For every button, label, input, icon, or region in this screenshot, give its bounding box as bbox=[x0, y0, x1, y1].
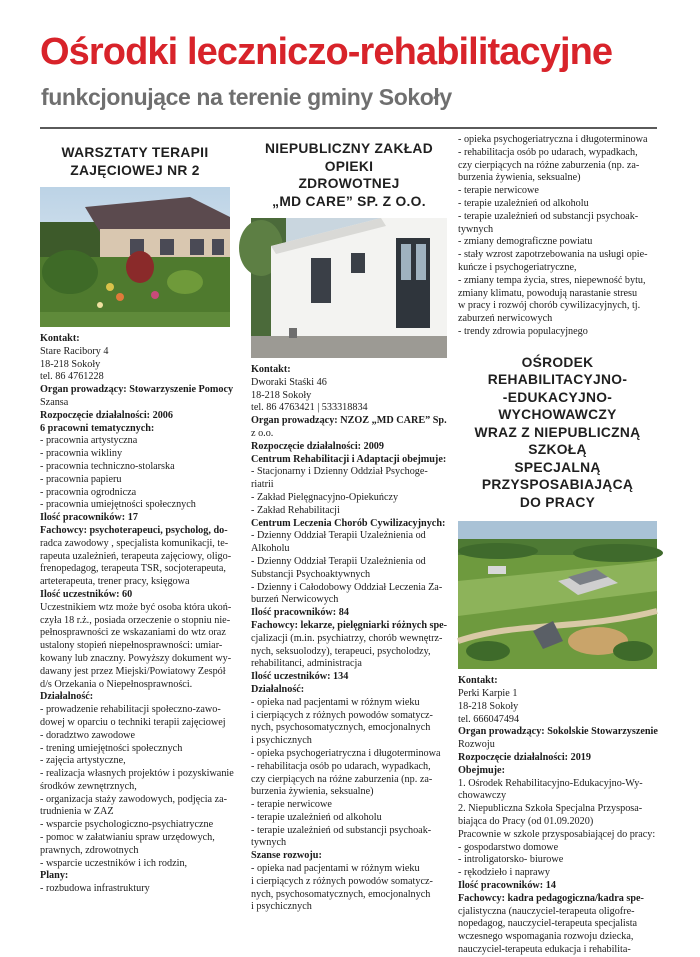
text-line: tel. 666047494 bbox=[458, 713, 520, 725]
title-divider bbox=[40, 127, 657, 129]
text-line: - stały wzrost zapotrzebowania na usługi opie- bbox=[458, 249, 648, 261]
text-line: - doradztwo zawodowe bbox=[40, 729, 136, 741]
text-line: dawany jest przez Miejski/Powiatowy Zespół bbox=[40, 665, 226, 677]
text-line: - pracownia techniczno-stolarska bbox=[40, 460, 175, 472]
text-line: cjalistyczna (nauczyciel-terapeuta oligofre- bbox=[458, 905, 635, 917]
text-line: 18-218 Sokoły bbox=[251, 389, 312, 401]
text-line: radca zawodowy , specjalista komunikacji, te- bbox=[40, 537, 229, 549]
text-line: - prowadzenie rehabilitacji społeczno-zawo- bbox=[40, 704, 221, 716]
text-line: - gospodarstwo domowe bbox=[458, 841, 559, 853]
text-line: kowany lub znaczny. Powyższy dokument wy- bbox=[40, 652, 232, 664]
heading-line: DO PRACY bbox=[519, 494, 596, 510]
text-line: 1. Ośrodek Rehabilitacyjno-Edukacyjno-Wy- bbox=[458, 777, 643, 789]
text-line: - Dzienny i Całodobowy Oddział Leczenia Za- bbox=[251, 581, 443, 593]
details-md-care bbox=[251, 364, 447, 914]
text-line: riatrii bbox=[251, 479, 274, 491]
text-line: chowawczy bbox=[458, 790, 507, 802]
text-line: wczesnego wspomagania rozwoju dziecka, bbox=[458, 931, 634, 943]
text-line: - trendy zdrowia populacyjnego bbox=[458, 325, 588, 337]
text-line: Uczestnikiem wtz może być osoba która ukoń- bbox=[40, 601, 232, 613]
text-line: trudnienia w ZAZ bbox=[40, 806, 114, 818]
text-line: Dworaki Staśki 46 bbox=[251, 376, 327, 388]
text-line: - terapie uzależnień od substancji psychoak- bbox=[251, 824, 432, 836]
text-line: Obejmuje: bbox=[458, 764, 505, 776]
text-line: - rehabilitacja osób po udarach, wypadkach, bbox=[251, 760, 431, 772]
text-line: Szansa bbox=[40, 396, 69, 408]
text-line: nych, seksuolodzy), terapeuci, psycholodzy, bbox=[251, 645, 431, 657]
text-line: czy cierpiących na różne zaburzenia (np. za- bbox=[251, 773, 433, 785]
text-line: - pracownia ogrodnicza bbox=[40, 486, 137, 498]
text-line: - opieka nad pacjentami w różnym wieku bbox=[251, 696, 420, 708]
text-line: - opieka nad pacjentami w różnym wieku bbox=[251, 863, 420, 875]
text-line: Substancji Psychoaktywnych bbox=[251, 568, 371, 580]
text-line: Kontakt: bbox=[251, 364, 291, 375]
text-line: - Stacjonarny i Dzienny Oddział Psychoge- bbox=[251, 466, 428, 478]
heading-line: „MD CARE” SP. Z O.O. bbox=[272, 193, 426, 209]
text-line: - zajęcia artystyczne, bbox=[40, 755, 126, 767]
details-warsztaty bbox=[40, 333, 234, 896]
text-line: środków zewnętrznych, bbox=[40, 780, 137, 792]
page-title: Ośrodki leczniczo-rehabilitacyjne bbox=[40, 31, 613, 73]
heading-line: NIEPUBLICZNY ZAKŁAD OPIEKI bbox=[265, 141, 433, 174]
text-line: Organ prowadzący: Sokolskie Stowarzyszenie bbox=[458, 726, 658, 738]
text-line: - Dzienny Oddział Terapii Uzależnienia od bbox=[251, 530, 426, 542]
text-line: Plany: bbox=[40, 870, 69, 882]
text-line: rehabilitanci, administracja bbox=[251, 658, 362, 670]
text-line: Kontakt: bbox=[40, 333, 80, 344]
photo-warsztaty-building bbox=[40, 187, 230, 327]
text-line: ustalony stopień niepełnosprawności: umiar- bbox=[40, 640, 223, 652]
text-line: 2. Niepubliczna Szkoła Specjalna Przysposa- bbox=[458, 803, 643, 815]
text-line: - pracownia papieru bbox=[40, 473, 122, 485]
text-line: nych, psychosomatycznych, emocjonalnych bbox=[251, 722, 431, 734]
text-line: Pracownie w szkole przysposabiającej do pracy: bbox=[458, 828, 656, 840]
text-line: Fachowcy: lekarze, pielęgniarki różnych spe- bbox=[251, 619, 448, 631]
text-line: - trening umiejętności społecznych bbox=[40, 742, 183, 754]
text-line: - terapie nerwicowe bbox=[251, 799, 332, 811]
heading-line: WRAZ Z NIEPUBLICZNĄ SZKOŁĄ bbox=[474, 424, 641, 458]
photo-osrodek-aerial bbox=[458, 521, 657, 669]
text-line: pełnosprawności ze wskazaniami do wtz oraz bbox=[40, 627, 226, 639]
text-line: tywnych bbox=[251, 837, 287, 849]
text-line: nauczyciel-terapeuta edukacja i rehabilita- bbox=[458, 943, 631, 955]
section-heading-md-care bbox=[251, 140, 447, 210]
text-line: 6 pracowni tematycznych: bbox=[40, 422, 155, 434]
photo-md-care-building bbox=[251, 218, 447, 358]
text-line: Organ prowadzący: Stowarzyszenie Pomocy bbox=[40, 384, 234, 396]
text-line: - zmiany tempa życia, stres, niepewność bytu, bbox=[458, 274, 646, 286]
text-line: Ilość pracowników: 84 bbox=[251, 607, 349, 619]
text-line: i cierpiących z różnych powodów somatycz- bbox=[251, 875, 433, 887]
text-line: 18-218 Sokoły bbox=[458, 700, 519, 712]
text-line: nych, psychosomatycznych, emocjonalnych bbox=[251, 888, 431, 900]
text-line: Rozwoju bbox=[458, 739, 495, 751]
text-line: Centrum Leczenia Chorób Cywilizacyjnych: bbox=[251, 517, 446, 529]
text-line: nopedagog, nauczyciel-terapeuta specjalista bbox=[458, 918, 638, 930]
text-line: Ilość uczestników: 60 bbox=[40, 588, 133, 600]
text-line: - terapie uzależnień od alkoholu bbox=[251, 811, 382, 823]
text-line: dowej w oparciu o techniki terapii zajęciowej bbox=[40, 716, 226, 728]
text-line: - Dzienny Oddział Terapii Uzależnienia od bbox=[251, 555, 426, 567]
text-line: Rozpoczęcie działalności: 2019 bbox=[458, 752, 591, 764]
text-line: - rękodzieło i naprawy bbox=[458, 867, 550, 879]
heading-line: SPECJALNĄ PRZYSPOSABIAJĄCĄ bbox=[481, 459, 634, 493]
text-line: - pracownia artystyczna bbox=[40, 435, 138, 447]
text-line: d/s Orzekania o Niepełnosprawności. bbox=[40, 678, 193, 690]
text-line: z o.o. bbox=[251, 427, 274, 439]
text-line: - opieka psychogeriatryczna i długoterminowa bbox=[251, 747, 441, 759]
text-line: - wsparcie psychologiczno-psychiatryczne bbox=[40, 819, 214, 831]
text-line: - Zakład Rehabilitacji bbox=[251, 504, 340, 516]
text-line: 18-218 Sokoły bbox=[40, 358, 101, 370]
text-line: tywnych bbox=[458, 223, 494, 235]
text-line: i cierpiących z różnych powodów somatycz- bbox=[251, 709, 433, 721]
heading-line: ZDROWOTNEJ bbox=[298, 176, 400, 191]
text-line: arteterapeuta, trener pracy, księgowa bbox=[40, 576, 190, 588]
text-line: - introligatorsko- biurowe bbox=[458, 854, 564, 866]
text-line: i psychicznych bbox=[251, 901, 312, 913]
text-line: czy cierpiących na różne zaburzenia (np. za- bbox=[458, 159, 640, 171]
text-line: - rehabilitacja osób po udarach, wypadkach, bbox=[458, 146, 638, 158]
text-line: Centrum Rehabilitacji i Adaptacji obejmuje: bbox=[251, 453, 447, 465]
page-subtitle: funkcjonujące na terenie gminy Sokoły bbox=[41, 84, 452, 110]
heading-line: -EDUKACYJNO-WYCHOWAWCZY bbox=[498, 389, 617, 423]
text-line: Fachowcy: kadra pedagogiczna/kadra spe- bbox=[458, 892, 644, 904]
text-line: Ilość uczestników: 134 bbox=[251, 671, 349, 683]
text-line: Perki Karpie 1 bbox=[458, 688, 518, 700]
text-line: w pracy i rozwój chorób cywilizacyjnych, tj. bbox=[458, 300, 641, 312]
text-line: Organ prowadzący: NZOZ „MD CARE” Sp. bbox=[251, 415, 447, 427]
text-line: Szanse rozwoju: bbox=[251, 850, 322, 862]
text-line: Działalność: bbox=[251, 683, 305, 695]
text-line: burzeń Nerwicowych bbox=[251, 594, 339, 606]
text-line: - wsparcie uczestników i ich rodzin, bbox=[40, 857, 188, 869]
text-line: prawnych, zdrowotnych bbox=[40, 844, 139, 856]
text-line: frenopedagog, terapeuta TSR, socjoterapeuta, bbox=[40, 563, 226, 575]
text-line: Alkoholu bbox=[251, 543, 290, 555]
text-line: burzenia żywienia, seksualne) bbox=[458, 172, 581, 184]
text-line: i psychicznych bbox=[251, 735, 312, 747]
text-line: rapeuta uzależnień, terapeuta zajęciowy, oligo- bbox=[40, 550, 232, 562]
text-line: cjalizacji (m.in. psychiatrzy, chorób wewnętrz- bbox=[251, 632, 443, 644]
text-line: - opieka psychogeriatryczna i długoterminowa bbox=[458, 134, 648, 145]
column-md-care bbox=[251, 140, 447, 940]
text-line: Stare Racibory 4 bbox=[40, 345, 109, 357]
heading-line: WARSZTATY TERAPII bbox=[61, 145, 209, 160]
column-osrodek bbox=[458, 134, 658, 955]
text-line: Rozpoczęcie działalności: 2006 bbox=[40, 409, 173, 421]
text-line: - pracownia wikliny bbox=[40, 448, 123, 460]
text-line: - zmiany demograficzne powiatu bbox=[458, 236, 593, 248]
text-line: - organizacja staży zawodowych, podjęcia za- bbox=[40, 793, 228, 805]
heading-line: ZAJĘCIOWEJ NR 2 bbox=[70, 162, 200, 178]
text-line: - terapie uzależnień od substancji psychoak- bbox=[458, 210, 639, 222]
text-line: Działalność: bbox=[40, 691, 94, 703]
text-line: - pomoc w załatwianiu spraw urzędowych, bbox=[40, 832, 215, 844]
section-heading-osrodek bbox=[458, 354, 657, 512]
text-line: - rozbudowa infrastruktury bbox=[40, 883, 150, 895]
text-line: Rozpoczęcie działalności: 2009 bbox=[251, 440, 384, 452]
text-line: Kontakt: bbox=[458, 675, 498, 687]
text-line: Fachowcy: psychoterapeuci, psycholog, do- bbox=[40, 524, 228, 536]
text-line: Ilość pracowników: 17 bbox=[40, 512, 138, 524]
text-line: burzenia żywienia, seksualne) bbox=[251, 786, 374, 798]
text-line: - terapie nerwicowe bbox=[458, 185, 539, 197]
text-line: tel. 86 4763421 | 533318834 bbox=[251, 402, 368, 414]
section-heading-warsztaty bbox=[40, 144, 230, 179]
text-line: - pracownia umiejętności społecznych bbox=[40, 499, 196, 511]
text-line: kuńcze i psychogeriatryczne, bbox=[458, 261, 577, 273]
details-osrodek bbox=[458, 675, 657, 957]
heading-line: OŚRODEK REHABILITACYJNO- bbox=[487, 354, 628, 388]
text-line: - terapie uzależnień od alkoholu bbox=[458, 197, 589, 209]
column-warsztaty bbox=[40, 144, 234, 940]
text-line: zaburzeń nerwicowych bbox=[458, 313, 553, 325]
text-line: biająca do Pracy (od 01.09.2020) bbox=[458, 816, 594, 828]
text-line: - realizacja własnych projektów i pozyskiwanie bbox=[40, 768, 234, 780]
details-md-care-continued bbox=[458, 134, 657, 339]
text-line: tel. 86 4761228 bbox=[40, 371, 104, 383]
text-line: zmiany klimatu, powodują narastanie stresu bbox=[458, 287, 638, 299]
text-line: czyła 18 r.ż., posiada orzeczenie o stopniu nie- bbox=[40, 614, 231, 626]
text-line: Ilość pracowników: 14 bbox=[458, 880, 556, 891]
text-line: - Zakład Pielęgnacyjno-Opiekuńczy bbox=[251, 491, 399, 503]
